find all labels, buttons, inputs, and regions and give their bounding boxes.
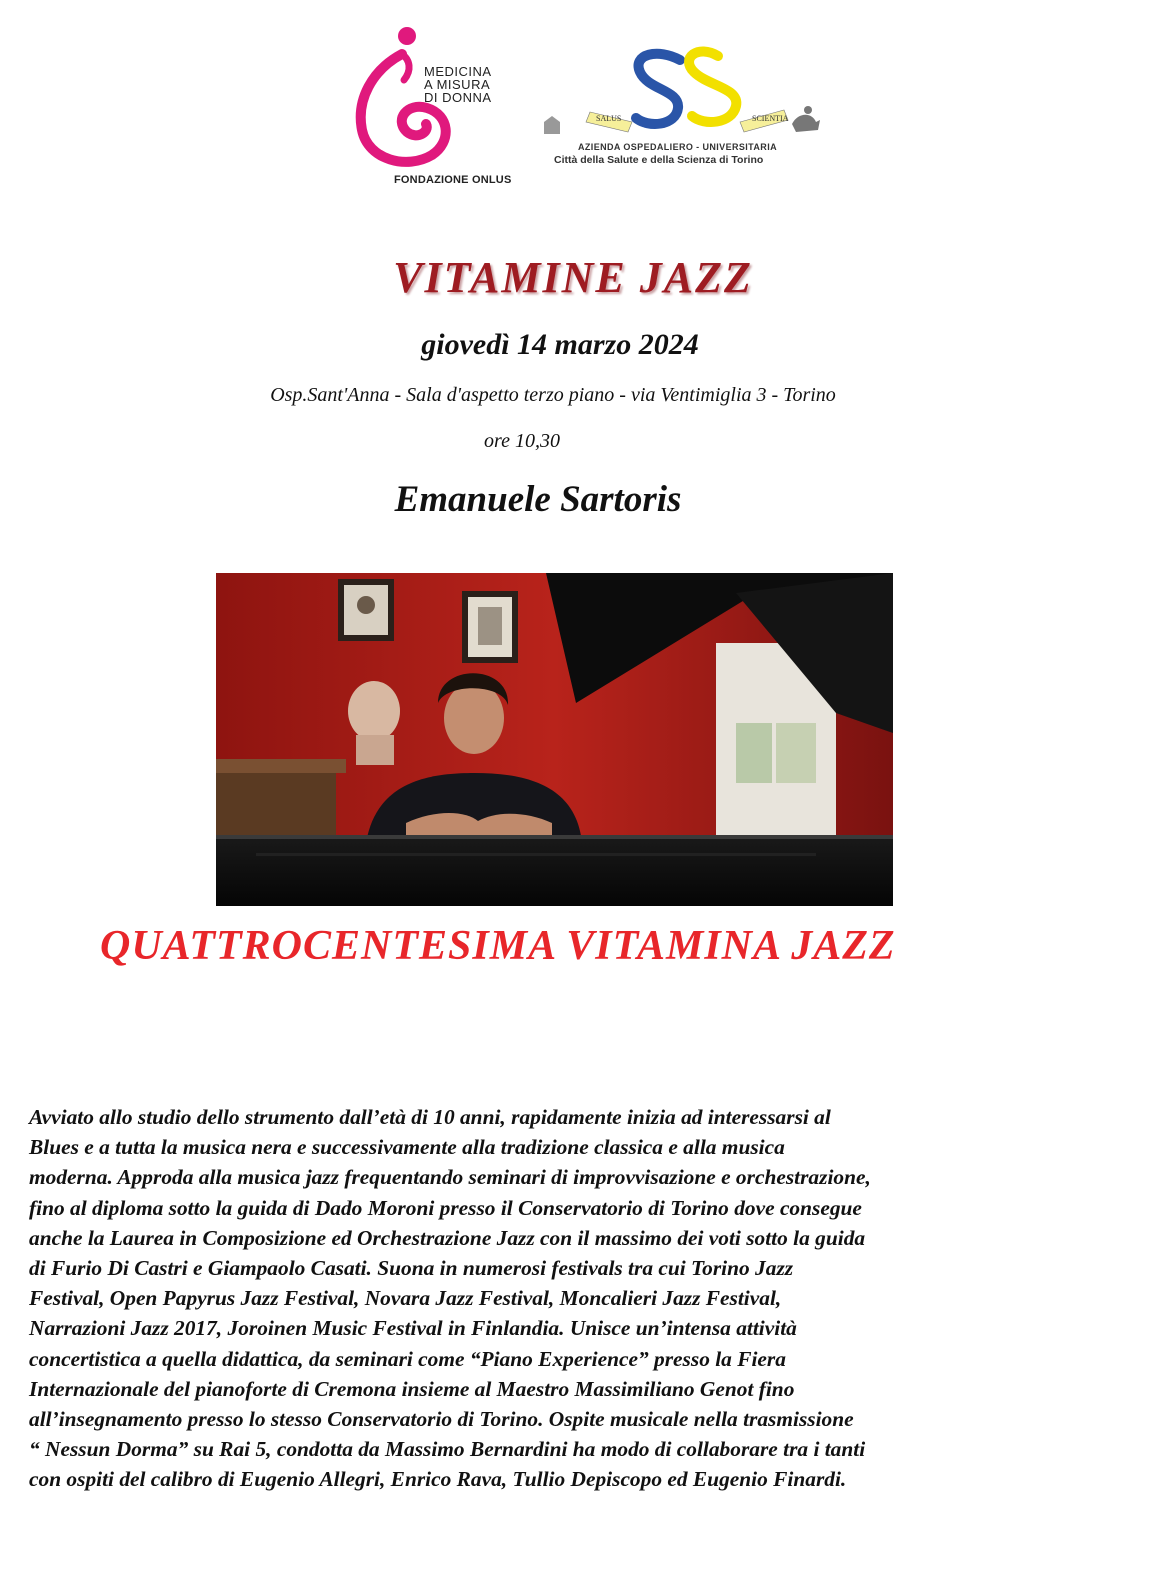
bio-line: Narrazioni Jazz 2017, Joroinen Music Festival in Finlandia. Unisce un’intensa attività: [29, 1316, 797, 1341]
ribbon-left-text: SALUS: [596, 114, 622, 123]
azienda-logo: [540, 42, 830, 172]
bio-line: “ Nessun Dorma” su Rai 5, condotta da Massimo Bernardini ha modo di collaborare tra i tanti: [29, 1437, 866, 1462]
event-date: giovedì 14 marzo 2024: [421, 328, 699, 361]
azienda-line-1: AZIENDA OSPEDALIERO - UNIVERSITARIA: [578, 142, 778, 152]
logo-footer: FONDAZIONE ONLUS: [394, 174, 512, 186]
bio-line: fino al diploma sotto la guida di Dado Moroni presso il Conservatorio di Torino dove consegue: [29, 1195, 862, 1220]
bio-line: Festival, Open Papyrus Jazz Festival, Novara Jazz Festival, Moncalieri Jazz Festival,: [29, 1286, 782, 1311]
artist-name: Emanuele Sartoris: [394, 479, 682, 520]
azienda-emblem-icon: [540, 42, 830, 142]
bio-line: Internazionale del pianoforte di Cremona insieme al Maestro Massimiliano Genot fino: [29, 1376, 795, 1401]
bio-line: concertistica a quella didattica, da seminari come “Piano Experience” presso la Fiera: [29, 1346, 786, 1371]
azienda-line-2: Città della Salute e della Scienza di Torino: [554, 154, 764, 166]
event-place: Osp.Sant'Anna - Sala d'aspetto terzo piano - via Ventimiglia 3 - Torino: [270, 384, 836, 406]
event-time: ore 10,30: [484, 430, 560, 452]
headline: QUATTROCENTESIMA VITAMINA JAZZ: [100, 923, 896, 969]
bio-line: di Furio Di Castri e Giampaolo Casati. Suona in numerosi festivals tra cui Torino Jazz: [29, 1256, 794, 1281]
logo-line-1: MEDICINA: [424, 64, 492, 79]
bio-line: Blues e a tutta la musica nera e successivamente alla tradizione classica e alla musica: [29, 1135, 785, 1160]
artist-bio: [29, 1102, 1119, 1495]
ribbon-right-text: SCIENTIA: [752, 114, 789, 123]
fondazione-logo: [352, 20, 522, 190]
pianist-photo: [216, 573, 893, 906]
series-title: VITAMINE JAZZ: [393, 253, 753, 302]
bio-line: Avviato allo studio dello strumento dall’età di 10 anni, rapidamente inizia ad interessarsi al: [29, 1105, 831, 1129]
bio-line: moderna. Approda alla musica jazz frequentando seminari di improvvisazione e orchestrazione,: [29, 1165, 871, 1190]
logo-line-3: DI DONNA: [424, 90, 492, 105]
bio-line: all’insegnamento presso lo stesso Conservatorio di Torino. Ospite musicale nella trasmissione: [29, 1407, 854, 1432]
bio-line: con ospiti del calibro di Eugenio Allegri, Enrico Rava, Tullio Depiscopo ed Eugenio Finardi.: [29, 1467, 847, 1492]
logo-line-2: A MISURA: [424, 77, 491, 92]
bio-line: anche la Laurea in Composizione ed Orchestrazione Jazz con il massimo dei voti sotto la guida: [29, 1225, 866, 1250]
